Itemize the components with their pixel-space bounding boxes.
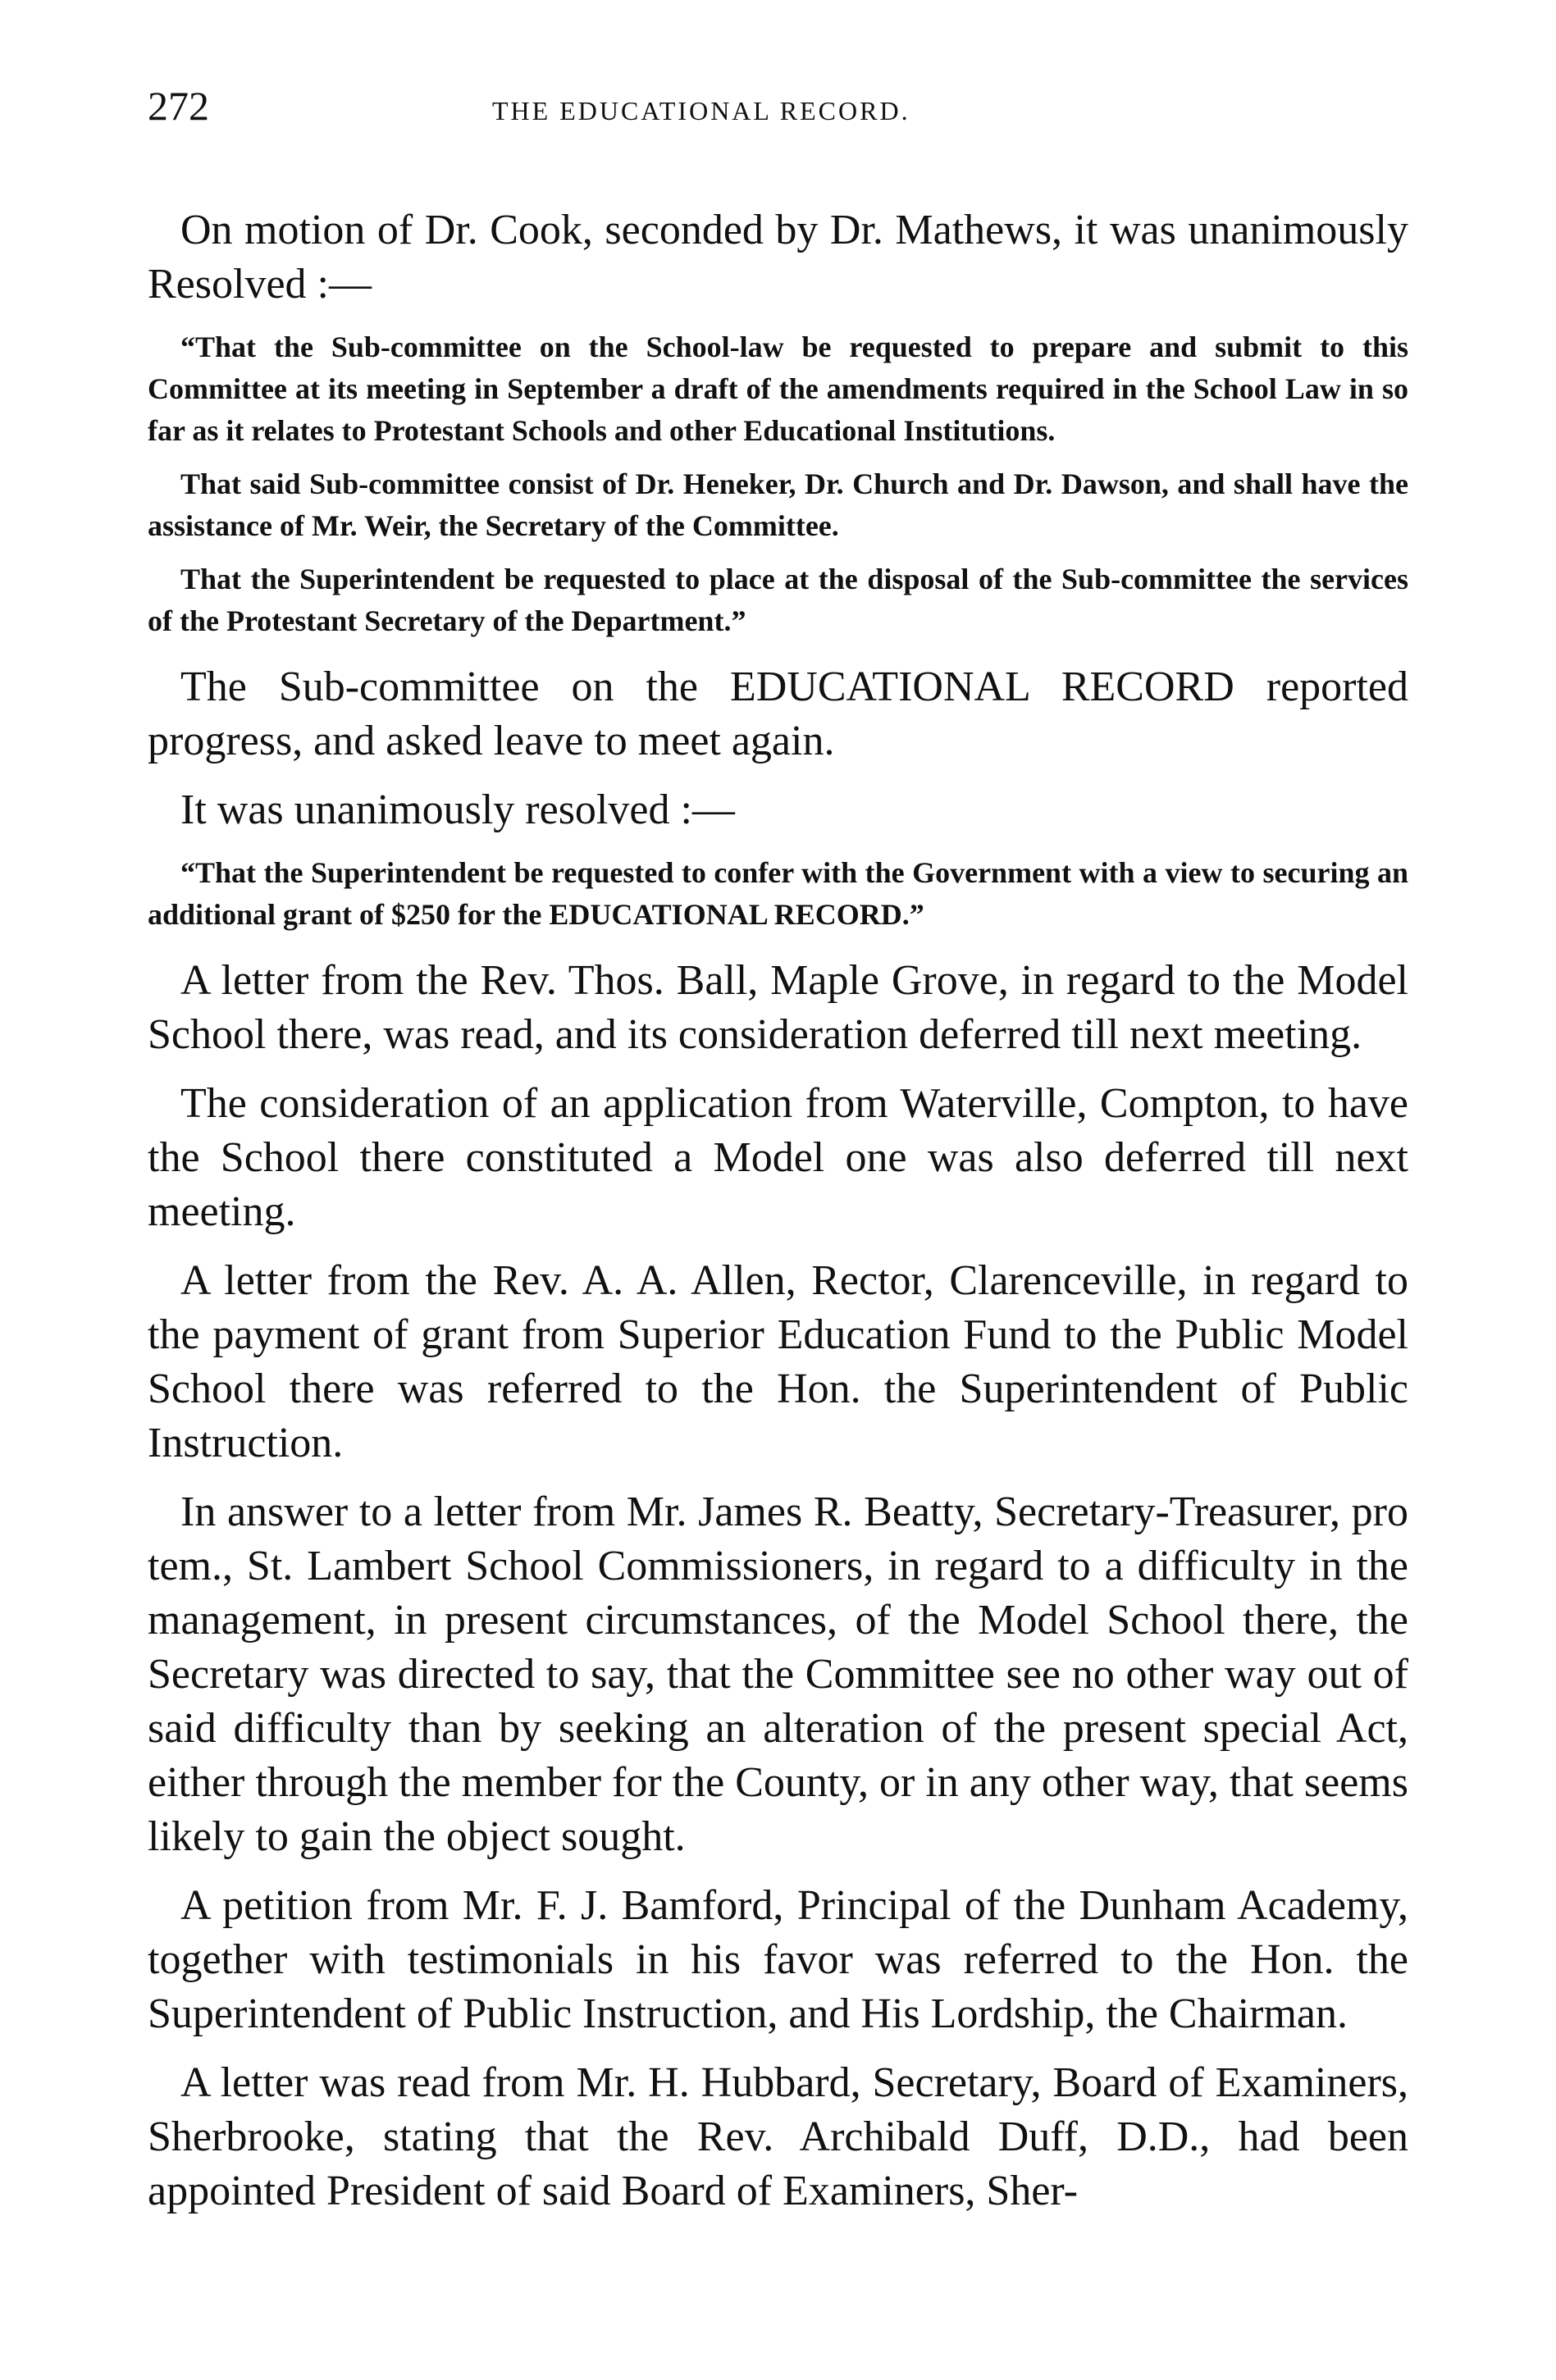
running-head	[148, 82, 1408, 139]
resolution-quote-block	[148, 326, 1408, 642]
page-number: 272	[148, 83, 209, 129]
resolution-school-law: “That the Sub-committee on the School-law be requested to prepare and submit to this Committee at its meeting in September a draft of the amendments required in the School Law in so far as it relates to Protestant Schools and other Educational Institutions.	[148, 331, 1408, 447]
paragraph-unanimously-resolved: It was unanimously resolved :—	[180, 786, 735, 833]
paragraph-sherbrooke: A letter was read from Mr. H. Hubbard, Secretary, Board of Examiners, Sherbrooke, stating that the Rev. Archibald Duff, D.D., had been appointed President of said Board of Examiners, Sher-	[148, 2059, 1408, 2214]
resolution-sub-committee: That said Sub-committee consist of Dr. Heneker, Dr. Church and Dr. Dawson, and shall have the assistance of Mr. Weir, the Secretary of the Committee.	[148, 467, 1408, 542]
grant-quote-block	[148, 852, 1408, 936]
resolution-superintendent: That the Superintendent be requested to place at the disposal of the Sub-committee the services of the Protestant Secretary of the Department.”	[148, 563, 1408, 637]
paragraph-waterville: The consideration of an application from Waterville, Compton, to have the School there constituted a Model one was also deferred till next meeting.	[148, 1080, 1408, 1235]
journal-title: THE EDUCATIONAL RECORD.	[492, 96, 910, 125]
resolution-additional-grant: “That the Superintendent be requested to confer with the Government with a view to securing an additional grant of $250 for the EDUCATIONAL RECORD.”	[148, 856, 1408, 931]
paragraph-maple-grove: A letter from the Rev. Thos. Ball, Maple Grove, in regard to the Model School there, was read, and its consideration deferred till next meeting.	[148, 957, 1408, 1058]
paragraph-record-progress: The Sub-committee on the EDUCATIONAL RECORD reported progress, and asked leave to meet again.	[148, 663, 1408, 764]
paragraph-clarenceville: A letter from the Rev. A. A. Allen, Rector, Clarenceville, in regard to the payment of grant from Superior Education Fund to the Public Model School there was referred to the Hon. the Superintendent of Public Instruction.	[148, 1257, 1408, 1466]
paragraph-st-lambert: In answer to a letter from Mr. James R. Beatty, Secretary-Treasurer, pro tem., St. Lambert School Commissioners, in regard to a difficulty in the management, in present circumstances, of the Model School there, the Secretary was directed to say, that the Committee see no other way out of said difficulty than by seeking an alteration of the present special Act, either through the member for the County, or in any other way, that seems likely to gain the object sought.	[148, 1489, 1408, 1860]
paragraph-motion-resolved: On motion of Dr. Cook, seconded by Dr. Mathews, it was unanimously Resolved :—	[148, 207, 1408, 308]
paragraph-dunham-academy: A petition from Mr. F. J. Bamford, Principal of the Dunham Academy, together with testimonials in his favor was referred to the Hon. the Superintendent of Public Instruction, and His Lordship, the Chairman.	[148, 1882, 1408, 2037]
